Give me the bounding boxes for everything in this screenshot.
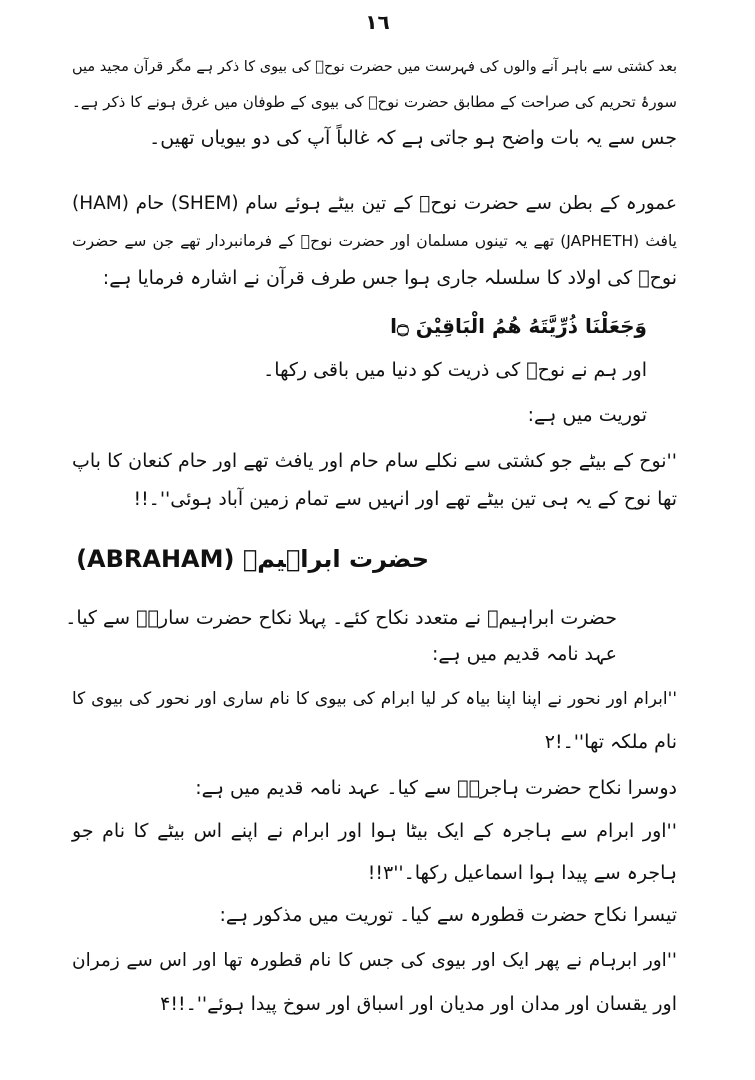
- page-number: ١٦: [365, 10, 390, 34]
- quote-line: ہاجرہ سے پیدا ہوا اسماعیل رکھا۔''۳!!: [367, 862, 677, 884]
- quote-line: ''نوح کے بیٹے جو کشتی سے نکلے سام حام اور یافث تھے اور حام کنعان کا باپ: [72, 450, 677, 472]
- text-line: سورۂ تحریم کی صراحت کے مطابق حضرت نوحؑ کی بیوی کے طوفان میں غرق ہونے کا ذکر ہے۔: [72, 93, 677, 111]
- quote-line: ''اور ابرام سے ہاجرہ کے ایک بیٹا ہوا اور ابرام نے اپنے اس بیٹے کا نام جو: [72, 820, 677, 842]
- text-line: اور ہم نے نوحؑ کی ذریت کو دنیا میں باقی رکھا۔: [263, 359, 647, 381]
- text-line: بعد کشتی سے باہر آنے والوں کی فہرست میں حضرت نوحؑ کی بیوی کا ذکر ہے مگر قرآن مجید میں: [72, 59, 677, 75]
- text-line: عہد نامہ قدیم میں ہے:: [431, 643, 617, 665]
- quote-line: اور یقسان اور مدان اور مدیان اور اسباق اور سوخ پیدا ہوئے''۔!!۴: [160, 993, 677, 1015]
- quran-verse: وَجَعَلْنَا ذُرِّيَّتَهُ هُمُ الْبَاقِيْنَ ۝ا: [390, 314, 647, 338]
- quote-line: ''اور ابرہام نے پھر ایک اور بیوی کی جس کا نام قطورہ تھا اور اس سے زمران: [72, 950, 677, 971]
- quote-line: ''ابرام اور نحور نے اپنا اپنا بیاہ کر لیا ابرام کی بیوی کا نام ساری اور نحور کی بیوی کا: [72, 689, 677, 709]
- text-line: نوحؑ کی اولاد کا سلسلہ جاری ہوا جس طرف قرآن نے اشارہ فرمایا ہے:: [102, 267, 677, 289]
- text-line: توریت میں ہے:: [527, 404, 647, 426]
- section-heading: حضرت ابراہیمؑ (ABRAHAM): [76, 545, 429, 573]
- text-line: یافث (JAPHETH) تھے یہ تینوں مسلمان اور حضرت نوحؑ کے فرمانبردار تھے جن سے حضرت: [72, 232, 677, 250]
- quote-line: تھا نوح کے یہ ہی تین بیٹے تھے اور انہیں سے تمام زمین آباد ہوئی''۔!!: [133, 488, 677, 510]
- text-line: حضرت ابراہیمؑ نے متعدد نکاح کئے۔ پہلا نکاح حضرت سارہؑ سے کیا۔: [65, 607, 617, 629]
- text-line: جس سے یہ بات واضح ہو جاتی ہے کہ غالباً آپ کی دو بیویاں تھیں۔: [149, 127, 677, 149]
- text-line: عمورہ کے بطن سے حضرت نوحؑ کے تین بیٹے ہوئے سام (SHEM) حام (HAM): [72, 193, 677, 214]
- text-line: دوسرا نکاح حضرت ہاجرہؑ سے کیا۔ عہد نامہ قدیم میں ہے:: [195, 777, 677, 799]
- text-line: تیسرا نکاح حضرت قطورہ سے کیا۔ توریت میں مذکور ہے:: [219, 904, 677, 926]
- quote-line: نام ملکہ تھا''۔!۲: [544, 731, 677, 753]
